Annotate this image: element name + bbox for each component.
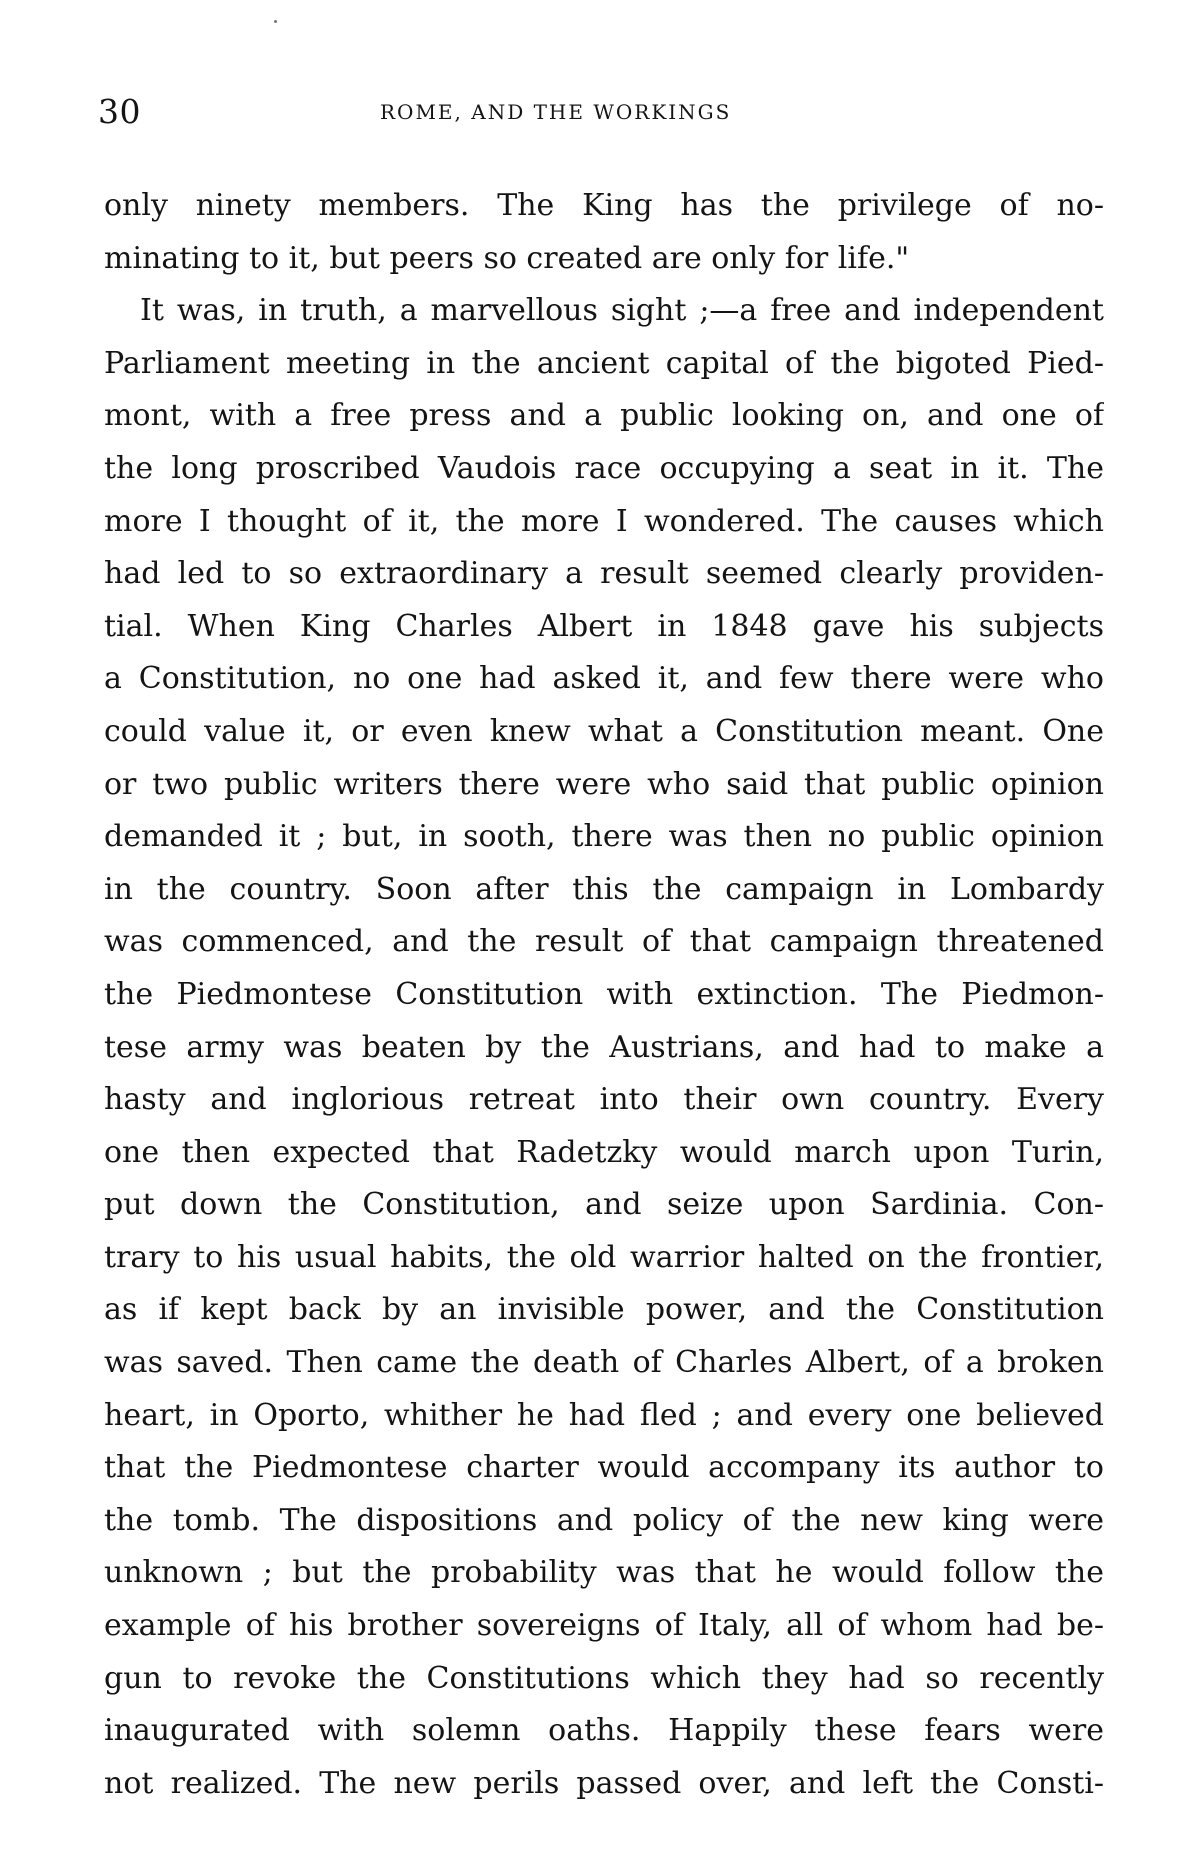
- text-line: one then expected that Radetzky would march upon Turin,: [104, 1134, 1104, 1170]
- text-line: the Piedmontese Constitution with extinction. The Piedmon-: [104, 976, 1104, 1012]
- text-line: put down the Constitution, and seize upon Sardinia. Con-: [104, 1187, 1104, 1223]
- text-line: heart, in Oporto, whither he had fled ; and every one believed: [104, 1397, 1104, 1433]
- text-line: mont, with a free press and a public looking on, and one of: [104, 398, 1104, 434]
- text-line: as if kept back by an invisible power, and the Constitution: [104, 1292, 1104, 1328]
- text-line: only ninety members. The King has the privilege of no-: [104, 188, 1104, 223]
- text-line: demanded it ; but, in sooth, there was then no public opinion: [104, 819, 1104, 855]
- page-number: 30: [98, 92, 141, 131]
- text-line: hasty and inglorious retreat into their own country. Every: [104, 1082, 1104, 1118]
- text-line: tese army was beaten by the Austrians, and had to make a: [104, 1029, 1104, 1065]
- text-line: not realized. The new perils passed over, and left the Consti-: [104, 1765, 1104, 1801]
- text-line: in the country. Soon after this the campaign in Lombardy: [104, 871, 1104, 907]
- text-line: the long proscribed Vaudois race occupying a seat in it. The: [104, 450, 1104, 486]
- text-line: Parliament meeting in the ancient capital of the bigoted Pied-: [104, 345, 1104, 381]
- text-line: gun to revoke the Constitutions which they had so recently: [104, 1660, 1104, 1696]
- paper-speck: [274, 20, 277, 23]
- text-line: tial. When King Charles Albert in 1848 gave his subjects: [104, 608, 1104, 644]
- body-text: [104, 180, 1104, 1810]
- text-line: unknown ; but the probability was that he would follow the: [104, 1555, 1104, 1591]
- text-line: minating to it, but peers so created are only for life.": [104, 240, 910, 276]
- text-line: or two public writers there were who said that public opinion: [104, 766, 1104, 802]
- text-line: that the Piedmontese charter would accompany its author to: [104, 1450, 1104, 1486]
- text-line: trary to his usual habits, the old warrior halted on the frontier,: [104, 1239, 1104, 1275]
- text-line: was commenced, and the result of that campaign threatened: [104, 924, 1104, 960]
- text-line: had led to so extraordinary a result seemed clearly providen-: [104, 556, 1104, 592]
- text-line: more I thought of it, the more I wondered. The causes which: [104, 503, 1104, 539]
- text-line: a Constitution, no one had asked it, and few there were who: [104, 661, 1104, 697]
- text-line: could value it, or even knew what a Constitution meant. One: [104, 713, 1104, 749]
- text-line: example of his brother sovereigns of Italy, all of whom had be-: [104, 1608, 1104, 1644]
- text-line: the tomb. The dispositions and policy of the new king were: [104, 1502, 1104, 1538]
- text-line: was saved. Then came the death of Charles Albert, of a broken: [104, 1345, 1104, 1381]
- page-header: [98, 92, 1098, 132]
- paragraph-first-line: It was, in truth, a marvellous sight ;—a free and independent: [140, 293, 1104, 329]
- running-head: ROME, AND THE WORKINGS: [380, 100, 732, 124]
- text-line: inaugurated with solemn oaths. Happily these fears were: [104, 1713, 1104, 1749]
